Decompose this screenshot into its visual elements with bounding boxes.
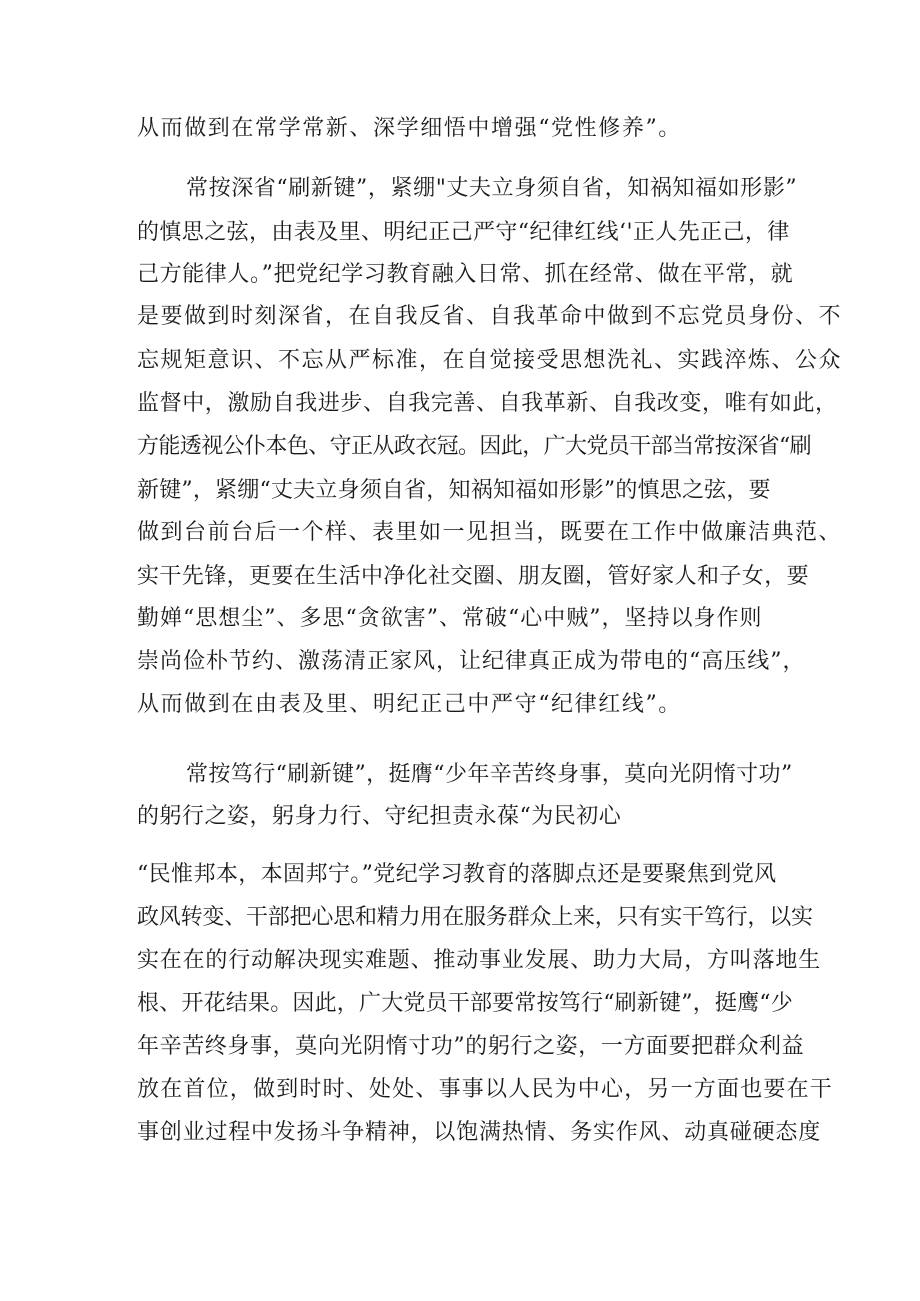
text-line: 常按笃行“刷新键”，挺膺“少年辛苦终身事，莫向光阴惰寸功” [186, 762, 793, 787]
text-line: 从而做到在由表及里、明纪正己中严守“纪律红线”。 [137, 692, 682, 717]
text-line: 实在在的行动解决现实难题、推动事业发展、助力大局，方叫落地生 [137, 948, 822, 973]
text-line: 做到台前台后一个样、表里如一见担当，既要在工作中做廉洁典范、 [137, 520, 843, 545]
text-line: 的躬行之姿，躬身力行、守纪担责永葆“为民初心 [137, 804, 622, 829]
text-line: 放在首位，做到时时、处处、事事以人民为中心，另一方面也要在干 [137, 1077, 834, 1102]
text-line: “民惟邦本，本固邦宁。”党纪学习教育的落脚点还是要聚焦到党风 [137, 862, 777, 887]
text-line: 忘规矩意识、不忘从严标准，在自觉接受思想洗礼、实践淬炼、公众 [137, 348, 843, 373]
text-line: 的慎思之弦，由表及里、明纪正己严守“纪律红线‘'正人先正己，律 [137, 220, 790, 245]
text-line: 事创业过程中发扬斗争精神，以饱满热情、务实作风、动真碰硬态度 [137, 1120, 822, 1145]
text-line: 监督中，激励自我进步、自我完善、自我革新、自我改变，唯有如此， [137, 391, 838, 416]
text-line: 根、开花结果。因此，广大党员干部要常按笃行“刷新键”，挺鹰“少 [137, 991, 793, 1016]
text-line: 方能透视公仆本色、守正从政衣冠。因此，广大党员干部当常按深省“刷 [137, 434, 812, 459]
text-line: 勤婵“思想尘”、多思“贪欲害”、常破“心中贼”，坚持以身作则 [137, 606, 763, 631]
text-line: 政风转变、干部把心思和精力用在服务群众上来，只有实干笃行，以实 [137, 905, 813, 930]
text-line: 新键”，紧绷“丈夫立身须自省，知祸知福如形影”的慎思之弦，要 [137, 478, 771, 503]
text-line: 实干先锋，更要在生活中净化社交圈、朋友圈，管好家人和子女，要 [137, 564, 810, 589]
text-line: 是要做到时刻深省，在自我反省、自我革命中做到不忘党员身份、不 [137, 304, 843, 329]
text-line: 崇尚俭朴节约、激荡清正家风，让纪律真正成为带电的“高压线”， [137, 649, 806, 674]
text-line: 年辛苦终身事，莫向光阴惰寸功”的躬行之姿，一方面要把群众利益 [137, 1034, 805, 1059]
text-line: 己方能律人。”把党纪学习教育融入日常、抓在经常、做在平常，就 [137, 262, 794, 287]
text-line: 从而做到在常学常新、深学细悟中增强“党性修养”。 [137, 116, 682, 141]
text-line: 常按深省“刷新键”，紧绷"丈夫立身须自省，知祸知福如形影” [186, 176, 798, 201]
